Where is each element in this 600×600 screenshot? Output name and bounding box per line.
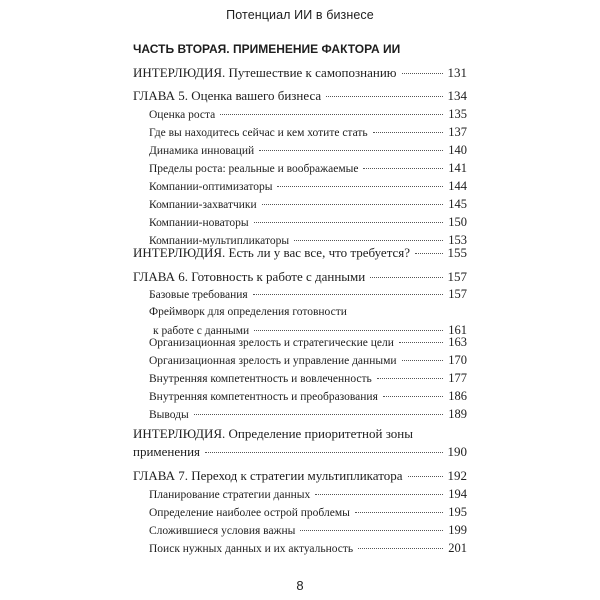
toc-entry-interlude-3 [0,425,600,459]
toc-entry-chapter-7 [0,467,600,485]
toc-page-number: 144 [448,179,467,193]
toc-entry-title: Динамика инноваций [149,145,255,157]
toc-page-number: 140 [448,143,467,157]
toc-subentry [0,369,600,387]
toc-subentry [0,123,600,141]
toc-page-number: 195 [448,505,467,519]
toc-entry-title: Планирование стратегии данных [149,489,311,501]
dot-leader [315,494,443,495]
dot-leader [383,396,443,397]
toc-page-number: 163 [448,335,467,349]
dot-leader [220,114,443,115]
toc-entry-title: Компании-оптимизаторы [149,181,273,193]
toc-subentry [0,521,600,539]
dot-leader [370,277,442,278]
toc-page-number: 137 [448,125,467,139]
toc-entry-title: Оценка роста [149,109,216,121]
toc-entry-title: к работе с данными [153,325,250,337]
toc-page-number: 150 [448,215,467,229]
toc-subentry [0,387,600,405]
toc-subentry [0,105,600,123]
toc-page-number: 186 [448,389,467,403]
dot-leader [300,530,443,531]
part-title: ЧАСТЬ ВТОРАЯ. ПРИМЕНЕНИЕ ФАКТОРА ИИ [133,42,401,56]
toc-entry-title: Организационная зрелость и стратегические цели [149,337,394,349]
toc-subentry [0,141,600,159]
dot-leader [254,222,444,223]
toc-page-number: 199 [448,523,467,537]
dot-leader [402,360,444,361]
dot-leader [363,168,443,169]
toc-page-number: 194 [448,487,467,501]
toc-subentry [0,485,600,503]
toc-page-number: 157 [447,269,467,284]
toc-page-number: 189 [448,407,467,421]
toc-page-number: 153 [448,233,467,247]
toc-page-number: 201 [448,541,467,555]
toc-subentry-two-line [0,303,600,337]
toc-page-number: 141 [448,161,467,175]
toc-subentry [0,503,600,521]
toc-entry-title: Внутренняя компетентность и вовлеченность [149,373,372,385]
dot-leader [277,186,443,187]
toc-page-number: 190 [447,444,467,459]
dot-leader [377,378,443,379]
dot-leader [259,150,443,151]
toc-entry-title: Внутренняя компетентность и преобразования [149,391,378,403]
toc-subentry [0,333,600,351]
toc-entry-interlude-2 [0,244,600,262]
dot-leader [373,132,444,133]
toc-page-number: 145 [448,197,467,211]
dot-leader [415,253,442,254]
toc-entry-interlude-1 [0,64,600,82]
dot-leader [355,512,443,513]
toc-entry-title: Поиск нужных данных и их актуальность [149,543,354,555]
toc-entry-title: Где вы находитесь сейчас и кем хотите стать [149,127,368,139]
toc-page-number: 192 [447,468,467,483]
dot-leader [402,73,443,74]
toc-page-number: 155 [447,245,467,260]
toc-subentry [0,177,600,195]
toc-subentry [0,351,600,369]
toc-page-number: 135 [448,107,467,121]
toc-entry-title: ГЛАВА 7. Переход к стратегии мультипликатора [133,468,403,483]
toc-entry-title: ГЛАВА 5. Оценка вашего бизнеса [133,88,322,103]
toc-entry-title: Пределы роста: реальные и воображаемые [149,163,359,175]
dot-leader [262,204,444,205]
toc-entry-title-line1: Фреймворк для определения готовности [149,306,347,318]
dot-leader [205,452,442,453]
toc-subentry [0,195,600,213]
toc-entry-title: Выводы [149,409,189,421]
toc-subentry [0,405,600,423]
toc-entry-title: ИНТЕРЛЮДИЯ. Есть ли у вас все, что требуется? [133,245,411,260]
toc-entry-title: Базовые требования [149,289,248,301]
dot-leader [358,548,443,549]
toc-entry-title: Сложившиеся условия важны [149,525,296,537]
toc-page-number: 134 [447,88,467,103]
dot-leader [254,330,443,331]
toc-entry-title: ИНТЕРЛЮДИЯ. Путешествие к самопознанию [133,65,397,80]
dot-leader [326,96,442,97]
toc-entry-chapter-6 [0,268,600,286]
dot-leader [408,476,443,477]
toc-entry-title: Организационная зрелость и управление данными [149,355,397,367]
toc-page-number: 170 [448,353,467,367]
toc-entry-chapter-5 [0,87,600,105]
toc-entry-title: Компании-захватчики [149,199,257,211]
page-number: 8 [296,578,304,593]
dot-leader [399,342,443,343]
toc-entry-title: Компании-новаторы [149,217,249,229]
toc-page-number: 131 [447,65,467,80]
running-header: Потенциал ИИ в бизнесе [226,8,374,22]
toc-subentry [0,285,600,303]
toc-entry-title: применения [133,444,201,459]
dot-leader [253,294,444,295]
dot-leader [294,240,443,241]
toc-entry-title: Компании-мультипликаторы [149,235,290,247]
toc-page-number: 161 [448,323,467,337]
toc-subentry [0,159,600,177]
toc-entry-title: Определение наиболее острой проблемы [149,507,350,519]
toc-page-number: 177 [448,371,467,385]
toc-page-number: 157 [448,287,467,301]
toc-subentry [0,213,600,231]
toc-entry-title: ГЛАВА 6. Готовность к работе с данными [133,269,366,284]
dot-leader [194,414,444,415]
toc-subentry [0,539,600,557]
toc-entry-title-line1: ИНТЕРЛЮДИЯ. Определение приоритетной зоны [133,426,413,441]
